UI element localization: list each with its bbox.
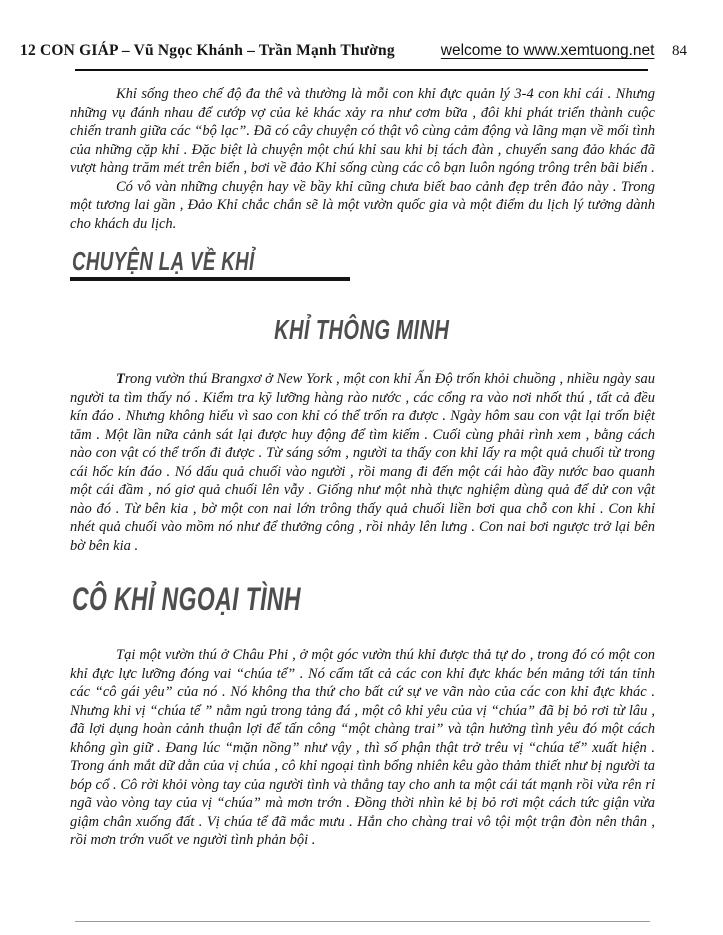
page-body [0,85,723,850]
paragraph-monkey-island: Có vô vàn những chuyện hay về bầy khỉ cũng chưa biết bao cảnh đẹp trên đảo này . Trong một tương lai gần , Đảo Khỉ chắc chắn sẽ là một vườn quốc gia và một điểm du lịch lý tưởng dành cho khách du lịch. [70,178,655,232]
section-heading-rule [70,277,350,281]
page-number: 84 [672,43,687,59]
page-header [20,42,705,60]
section-heading-chuyen-la-ve-khi [72,248,723,274]
story-title-khi-thong-minh [0,316,723,344]
story-title-co-khi-ngoai-tinh [72,583,723,615]
story-title-text-2: CÔ KHỈ NGOẠI TÌNH [72,581,301,617]
header-rule [75,69,648,71]
paragraph-lead-letter: T [116,371,125,387]
paragraph-adulterous-monkey: Tại một vườn thú ở Châu Phi , ở một góc vườn thú khỉ được thả tự do , trong đó có một con khỉ đực lực lưỡng đóng vai “chúa tể” . Nó cấm tất cả các con khỉ đực khác bén mảng tới tán tỉnh các “cô gái yêu” của nó . Nó không tha thứ cho bất cứ sự ve vãn nào của các con khỉ đực khác . Nhưng khi vị “chúa tể ” nằm ngủ trong tảng đá , một cô khỉ yêu của vị “chúa” đã bị bỏ rơi từ lâu , đã lợi dụng hoàn cảnh thuận lợi để tấn công “một chàng trai” và tận hưởng tình yêu đó một cách không gìn giữ . Đang lúc “mặn nồng” như vậy , thì số phận thật trở trêu vị “chúa tể” xuất hiện . Trong ánh mắt dữ dằn của vị chúa , cô khỉ ngoại tình bổng nhiên kêu gào thảm thiết như bị người ta bóp cổ . Cô rời khỏi vòng tay của người tình và thẳng tay cho anh ta một cái tát mạnh rồi vừa rên rỉ ngã vào vòng tay của vị “chúa” mà mơn trớn . Đồng thời nhìn kẻ bị bỏ rơi một cách tức giận vừa giậm chân xuống đất . Vị chúa tể đã mắc mưu . Hắn cho chàng trai vô tội một trận đòn nên thân , rồi mơn trớn vuốt ve người tình phản bội . [70,647,655,848]
website-link[interactable]: welcome to www.xemtuong.net [440,42,655,59]
book-title: 12 CON GIÁP – Vũ Ngọc Khánh – Trần Mạnh Thường [20,42,395,59]
footer-rule [75,921,650,922]
story-title-text: KHỈ THÔNG MINH [273,314,450,345]
paragraph-smart-monkey-text: rong vườn thú Brangxơ ở New York , một con khỉ Ấn Độ trốn khỏi chuồng , nhiều ngày sau người ta tìm thấy nó . Kiểm tra kỹ lưỡng hàng rào nước , các cổng ra vào nơi nhốt thú , tất cả đều kín đáo . Nhưng không hiểu vì sao con khỉ có thể trốn ra được . Ngày hôm sau con vật lại trốn biệt tăm . Một lần nữa cảnh sát lại được huy động để tìm kiếm . Cuối cùng phải rình xem , bằng cách nào con vật có thể trốn đi được . Từ sáng sớm , người ta thấy con khỉ lấy ra một quả chuối từ trong cái hốc kín đáo . Nó dấu quả chuối vào người , rồi mang đi đến một cái hào đầy nước bao quanh một cái đầm , nó giơ quả chuối lên vẫy . Giống như một nhà thực nghiệm dùng quả để dử con vật nào đó . Từ bên kia , bờ một con nai lớn trông thấy quả chuối liền bơi qua chỗ con khỉ . Con khỉ nhét quả chuối vào mồm nó như để thưởng công , rồi nhảy lên lưng . Con nai bơi ngược trở lại bên bờ bên kia . [70,371,655,554]
section-heading-text: CHUYỆN LẠ VỀ KHỈ [72,246,255,276]
paragraph-smart-monkey [70,370,655,555]
paragraph-monkey-polygamy: Khỉ sống theo chế độ đa thê và thường là mỗi con khỉ đực quản lý 3-4 con khỉ cái . Nhưng những vụ đánh nhau để cướp vợ của kẻ khác xảy ra như cơm bữa , đôi khi phát triển thành cuộc chiến tranh giữa các “bộ lạc”. Đã có cây chuyện có thật vô cùng cảm động và lãng mạn về mối tình của những cặp khỉ . Đặc biệt là chuyện một chú khỉ sau khi bị tách đàn , chuyển sang đảo khác đã vượt hàng trăm mét trên biển , bơi về đảo Khỉ sống cùng các cô bạn luôn ngóng trông trên bãi biển . [70,86,655,176]
